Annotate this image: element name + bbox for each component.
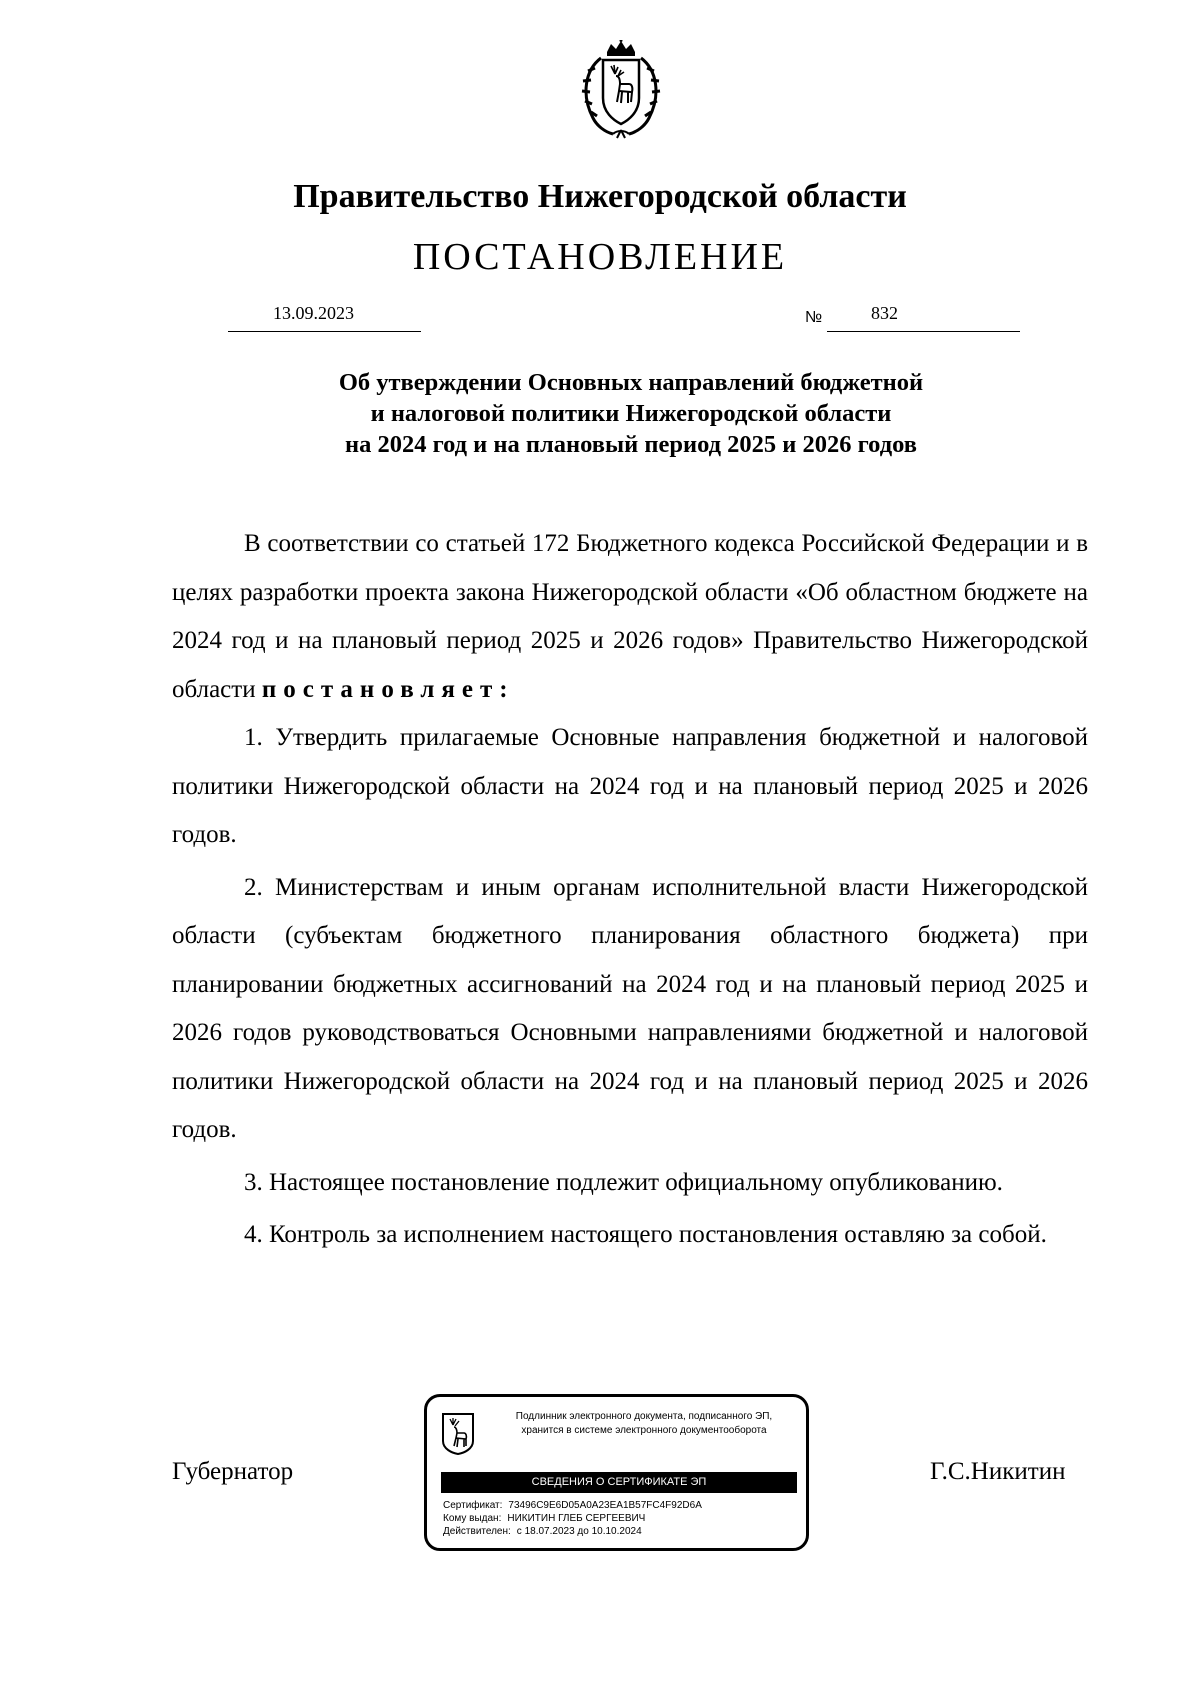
signatory-name: Г.С.Никитин [930,1458,1066,1485]
validity-value: с 18.07.2023 до 10.10.2024 [516,1526,642,1537]
stamp-header [484,1410,804,1438]
validity-label: Действителен: [443,1526,511,1537]
electronic-signature-stamp [424,1394,809,1551]
item-1-paragraph: 1. Утвердить прилагаемые Основные направления бюджетной и налоговой политики Нижегородской области на 2024 год и на плановый период 2025 и 2026 годов. [172,724,1088,848]
item-2-paragraph: 2. Министерствам и иным органам исполнительной власти Нижегородской области (субъектам бюджетного планирования областного бюджета) при планировании бюджетных ассигнований на 2024 год и на плановый период 2025 и 2026 годов руководствоваться Основными направлениями бюджетной и налоговой политики Нижегородской области на 2024 год и на плановый период 2025 и 2026 годов. [172,873,1088,1143]
certificate-details [443,1499,702,1538]
issued-to-label: Кому выдан: [443,1513,502,1524]
issued-to-value: НИКИТИН ГЛЕБ СЕРГЕЕВИЧ [507,1513,646,1524]
certificate-value: 73496C9E6D05A0A23EA1B57FC4F92D6A [508,1500,702,1511]
date-field [228,303,421,332]
document-number: 832 [871,303,898,323]
subject-line-2: и налоговой политики Нижегородской области [370,400,892,427]
validity-row [443,1525,702,1538]
organization-title: Правительство Нижегородской области [293,178,907,215]
number-field [827,303,1020,332]
document-type-title: ПОСТАНОВЛЕНИЕ [412,236,788,278]
item-3-paragraph: 3. Настоящее постановление подлежит официальному опубликованию. [244,1168,1003,1196]
signatory-title: Губернатор [172,1458,294,1485]
document-body [172,520,1088,1260]
resolves-word: постановляет: [261,675,515,703]
number-label: № [805,309,823,326]
preamble-paragraph [172,520,1088,714]
document-date: 13.09.2023 [273,303,354,323]
stamp-header-line-2: хранится в системе электронного документооборота [521,1425,767,1436]
certificate-label: Сертификат: [443,1500,503,1511]
certificate-row [443,1499,702,1512]
certificate-info-bar: СВЕДЕНИЯ О СЕРТИФИКАТЕ ЭП [441,1472,797,1493]
subject-line-3: на 2024 год и на плановый период 2025 и 2026 годов [344,431,917,458]
coat-of-arms-emblem [571,40,671,140]
issued-to-row [443,1512,702,1525]
document-subject [0,367,1200,460]
subject-line-1: Об утверждении Основных направлений бюджетной [338,369,924,396]
preamble-text: В соответствии со статьей 172 Бюджетного кодекса Российской Федерации и в целях разработки проекта закона Нижегородской области «Об областном бюджете на 2024 год и на плановый период 2025 и 2026 годов» Правительство Нижегородской области [172,530,1088,703]
deer-shield-icon [442,1413,474,1455]
item-4-paragraph: 4. Контроль за исполнением настоящего постановления оставляю за собой. [244,1221,1047,1248]
stamp-header-line-1: Подлинник электронного документа, подписанного ЭП, [515,1411,773,1422]
